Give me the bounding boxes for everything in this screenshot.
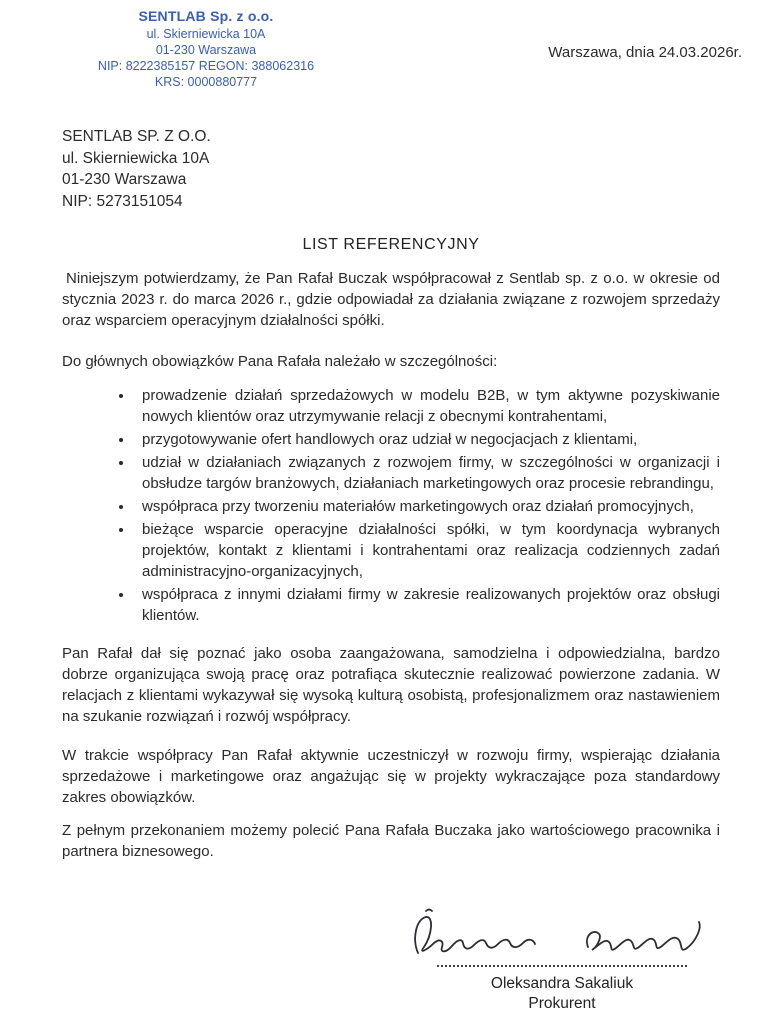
duty-item: • udział w działaniach związanych z rozwojem firmy, w szczególności w organizacji i obsłudze targów branżowych, działaniach marketingowych oraz procesie rebrandingu, xyxy=(134,452,720,494)
duty-item: • prowadzenie działań sprzedażowych w modelu B2B, w tym aktywne pozyskiwanie nowych klientów oraz utrzymywanie relacji z obecnymi kontrahentami, xyxy=(134,385,720,427)
stamp-company-name: SENTLAB Sp. z o.o. xyxy=(138,8,274,24)
signature-block xyxy=(392,905,732,1013)
company-stamp xyxy=(56,8,356,90)
stamp-nip-regon: NIP: 8222385157 REGON: 388062316 xyxy=(97,58,315,73)
sender-street: ul. Skierniewicka 10A xyxy=(62,149,210,167)
duty-item: • współpraca z innymi działami firmy w zakresie realizowanych projektów oraz obsługi klientów. xyxy=(134,584,720,626)
signatory-name: Oleksandra Sakaliuk xyxy=(490,975,634,992)
sender-company: SENTLAB SP. Z O.O. xyxy=(62,128,211,145)
duties-list xyxy=(62,385,720,626)
stamp-street: ul. Skierniewicka 10A xyxy=(146,26,266,41)
signatory-role: Prokurent xyxy=(528,995,596,1012)
sender-city: 01-230 Warszawa xyxy=(62,171,187,188)
place-and-date: Warszawa, dnia 24.03.2026r. xyxy=(548,44,742,61)
stamp-city: 01-230 Warszawa xyxy=(155,42,257,57)
intro-paragraph: Niniejszym potwierdzamy, że Pan Rafał Buczak współpracował z Sentlab sp. z o.o. w okresie od stycznia 2023 r. do marca 2026 r., gdzie odpowiadał za działania związane z rozwojem sprzedaży oraz wsparciem operacyjnym działalności spółki. xyxy=(62,270,720,329)
qualities-paragraph: Pan Rafał dał się poznać jako osoba zaangażowana, samodzielna i odpowiedzialna, bardzo dobrze organizująca swoją pracę oraz potrafiąca skutecznie realizować powierzone zadania. W relacjach z klientami wykazywał się wysoką kulturą osobistą, profesjonalizmem oraz nastawieniem na szukanie rozwiązań i rozwój współpracy. xyxy=(62,645,720,725)
duties-intro: Do głównych obowiązków Pana Rafała należało w szczególności: xyxy=(62,353,498,370)
duty-item: • bieżące wsparcie operacyjne działalności spółki, w tym koordynacja wybranych projektów, kontakt z klientami i kontrahentami oraz realizacja codziennych zadań administracyjno-organizacyjnych, xyxy=(134,519,720,582)
sender-nip: NIP: 5273151054 xyxy=(62,192,183,210)
duty-item: • współpraca przy tworzeniu materiałów marketingowych oraz działań promocyjnych, xyxy=(134,496,720,517)
sender-address-block xyxy=(62,126,720,212)
duty-item: • przygotowywanie ofert handlowych oraz udział w negocjacjach z klientami, xyxy=(134,429,720,450)
document-title: LIST REFERENCYJNY xyxy=(302,236,480,253)
stamp-krs: KRS: 0000880777 xyxy=(154,74,258,89)
letter-header xyxy=(62,0,742,118)
signature-line xyxy=(437,963,687,967)
recommendation-paragraph: Z pełnym przekonaniem możemy polecić Pana Rafała Buczaka jako wartościowego pracownika i partnera biznesowego. xyxy=(62,822,720,860)
growth-paragraph: W trakcie współpracy Pan Rafał aktywnie uczestniczył w rozwoju firmy, wspierając działania sprzedażowe i marketingowe oraz angażując się w projekty wykraczające poza standardowy zakres obowiązków. xyxy=(62,747,720,806)
